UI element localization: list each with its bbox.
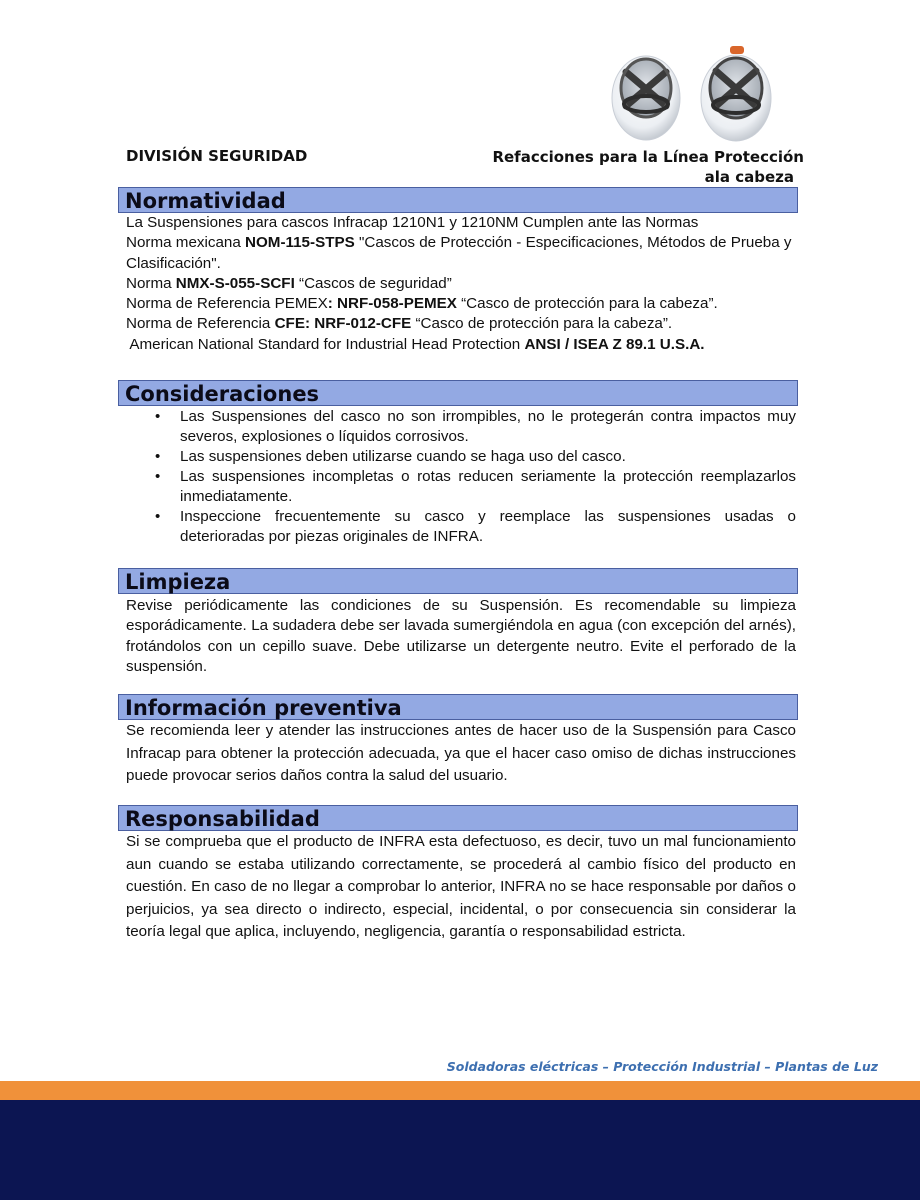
footer-tagline: Soldadoras eléctricas – Protección Industrial – Plantas de Luz [446,1059,878,1074]
list-item: • Las Suspensiones del casco no son irrompibles, no le protegerán contra impactos muy severos, explosiones o líquidos corrosivos. [126,407,796,447]
document-title-line1: Refacciones para la Línea Protección [492,148,804,166]
norm-line: American National Standard for Industrial Head Protection ANSI / ISEA Z 89.1 U.S.A. [126,335,705,353]
responsabilidad-text: Si se comprueba que el producto de INFRA esta defectuoso, es decir, tuvo un mal funcionamiento aun cuando se estaba utilizando correctamente, se procederá al cambio físico del producto en cuestión. En caso de no llegar a comprobar lo anterior, INFRA no se hace responsable por daños o perjuicios, ya sea directo o indirecto, especial, incidental, o por consecuencia sin considerar la teoría legal que aplica, incluyendo, negligencia, garantía o responsabilidad estricta. [126,833,796,941]
document-title [440,147,804,187]
helmet-suspension-image [606,42,778,142]
footer-navy-band [0,1100,920,1200]
section-heading-consideraciones: Consideraciones [118,380,798,406]
norm-line: Norma de Referencia CFE: NRF-012-CFE “Casco de protección para la cabeza”. [126,315,673,333]
list-item: • Las suspensiones incompletas o rotas reducen seriamente la protección reemplazarlos inmediatamente. [126,467,796,507]
limpieza-text: Revise periódicamente las condiciones de su Suspensión. Es recomendable su limpieza esporádicamente. La sudadera debe ser lavada sumergiéndola en agua (con excepción del arnés), frotándolos con un cepillo suave. Debe utilizarse un detergente neutro. Evite el perforado de la suspensión. [126,597,796,675]
section-heading-responsabilidad: Responsabilidad [118,805,798,831]
norm-line: Norma NMX-S-055-SCFI “Cascos de seguridad” [126,274,452,292]
norm-line: La Suspensiones para cascos Infracap 1210N1 y 1210NM Cumplen ante las Normas [126,214,699,231]
consideraciones-list [126,407,796,547]
division-label: DIVISIÓN SEGURIDAD [126,147,308,165]
norm-line: Norma mexicana NOM-115-STPS "Cascos de Protección - Especificaciones, Métodos de Prueba y Clasificación". [126,234,792,272]
norm-line: Norma de Referencia PEMEX: NRF-058-PEMEX “Casco de protección para la cabeza”. [126,295,718,313]
section-heading-normatividad: Normatividad [118,187,798,213]
informacion-text: Se recomienda leer y atender las instrucciones antes de hacer uso de la Suspensión para Casco Infracap para obtener la protección adecuada, ya que el hacer caso omiso de dichas instrucciones puede provocar serios daños contra la salud del usuario. [126,722,796,784]
document-title-line2: ala cabeza [704,168,794,186]
list-item: • Inspeccione frecuentemente su casco y reemplace las suspensiones usadas o deterioradas por piezas originales de INFRA. [126,507,796,547]
section-heading-limpieza: Limpieza [118,568,798,594]
footer-orange-band [0,1081,920,1100]
normatividad-content [126,213,796,355]
list-item: • Las suspensiones deben utilizarse cuando se haga uso del casco. [126,447,796,467]
section-heading-informacion-preventiva: Información preventiva [118,694,798,720]
